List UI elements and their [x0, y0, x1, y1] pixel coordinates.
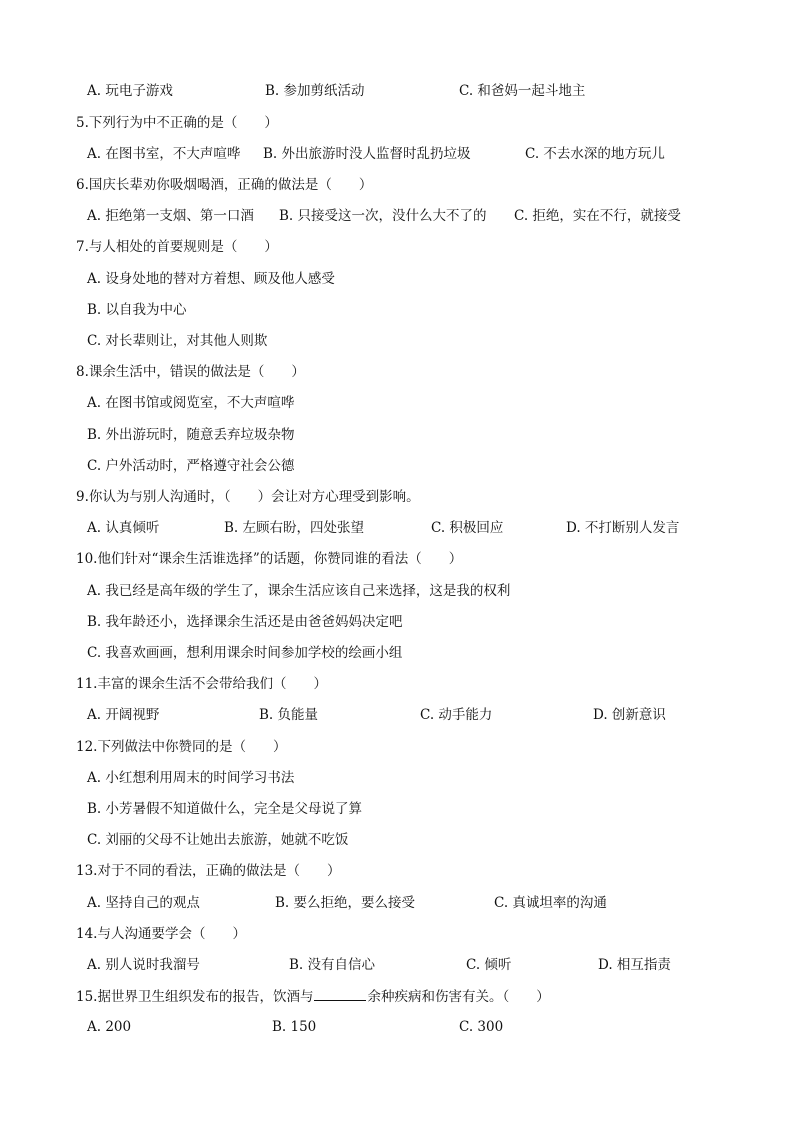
- q15-fill-blank: [314, 987, 366, 1001]
- q12-option-a: A. 小红想利用周末的时间学习书法: [87, 770, 295, 786]
- q9-option-c: C. 积极回应: [431, 520, 504, 536]
- q11-option-d: D. 创新意识: [593, 707, 666, 723]
- q15-option-c: C. 300: [459, 1019, 504, 1035]
- q9-option-a: A. 认真倾听: [87, 520, 160, 536]
- q5-option-b: B. 外出旅游时没人监督时乱扔垃圾: [263, 146, 471, 162]
- q11-stem: 11.丰富的课余生活不会带给我们（ ）: [76, 676, 327, 692]
- q6-option-a: A. 拒绝第一支烟、第一口酒: [87, 208, 254, 224]
- q8-stem: 8.课余生活中，错误的做法是（ ）: [76, 364, 305, 380]
- q13-stem: 13.对于不同的看法，正确的做法是（ ）: [76, 863, 341, 879]
- q9-option-b: B. 左顾右盼，四处张望: [224, 520, 365, 536]
- q11-option-c: C. 动手能力: [420, 707, 493, 723]
- q11-option-b: B. 负能量: [259, 707, 319, 723]
- q4-option-b: B. 参加剪纸活动: [265, 83, 365, 99]
- q7-option-b: B. 以自我为中心: [87, 302, 187, 318]
- q7-option-c: C. 对长辈则让，对其他人则欺: [87, 333, 268, 349]
- q5-option-c: C. 不去水深的地方玩儿: [525, 146, 665, 162]
- q15-stem: [76, 987, 550, 1006]
- q12-stem: 12.下列做法中你赞同的是（ ）: [76, 739, 287, 755]
- q9-stem: 9.你认为与别人沟通时，（ ）会让对方心理受到影响。: [76, 489, 420, 505]
- q15-stem-after: 余种疾病和伤害有关。（ ）: [367, 989, 550, 1005]
- q8-option-c: C. 户外活动时，严格遵守社会公德: [87, 458, 295, 474]
- q12-option-c: C. 刘丽的父母不让她出去旅游，她就不吃饭: [87, 832, 349, 848]
- q8-option-a: A. 在图书馆或阅览室，不大声喧哗: [87, 395, 295, 411]
- q9-option-d: D. 不打断别人发言: [566, 520, 680, 536]
- q6-stem: 6.国庆长辈劝你吸烟喝酒，正确的做法是（ ）: [76, 177, 373, 193]
- q15-stem-before: 15.据世界卫生组织发布的报告，饮酒与: [76, 989, 314, 1005]
- q6-option-c: C. 拒绝，实在不行，就接受: [514, 208, 681, 224]
- q7-stem: 7.与人相处的首要规则是（ ）: [76, 239, 278, 255]
- q6-option-b: B. 只接受这一次，没什么大不了的: [279, 208, 487, 224]
- q14-option-b: B. 没有自信心: [289, 957, 376, 973]
- q14-stem: 14.与人沟通要学会（ ）: [76, 926, 246, 942]
- q10-option-b: B. 我年龄还小，选择课余生活还是由爸爸妈妈决定吧: [87, 614, 403, 630]
- q14-option-d: D. 相互指责: [598, 957, 671, 973]
- q10-stem: 10.他们针对“课余生活谁选择”的话题，你赞同谁的看法（ ）: [76, 551, 463, 567]
- q11-option-a: A. 开阔视野: [87, 707, 160, 723]
- q4-option-c: C. 和爸妈一起斗地主: [459, 83, 586, 99]
- q10-option-a: A. 我已经是高年级的学生了，课余生活应该自己来选择，这是我的权利: [87, 583, 511, 599]
- q13-option-b: B. 要么拒绝，要么接受: [275, 895, 416, 911]
- q5-stem: 5.下列行为中不正确的是（ ）: [76, 115, 278, 131]
- q13-option-a: A. 坚持自己的观点: [87, 895, 200, 911]
- q14-option-c: C. 倾听: [466, 957, 512, 973]
- q14-option-a: A. 别人说时我溜号: [87, 957, 200, 973]
- q4-option-a: A. 玩电子游戏: [87, 83, 173, 99]
- q10-option-c: C. 我喜欢画画，想利用课余时间参加学校的绘画小组: [87, 645, 403, 661]
- q7-option-a: A. 设身处地的替对方着想、顾及他人感受: [87, 271, 335, 287]
- q8-option-b: B. 外出游玩时，随意丢弃垃圾杂物: [87, 427, 295, 443]
- q13-option-c: C. 真诚坦率的沟通: [494, 895, 607, 911]
- q15-option-a: A. 200: [87, 1019, 132, 1035]
- q15-option-b: B. 150: [272, 1019, 317, 1035]
- q5-option-a: A. 在图书室，不大声喧哗: [87, 146, 241, 162]
- q12-option-b: B. 小芳暑假不知道做什么，完全是父母说了算: [87, 801, 363, 817]
